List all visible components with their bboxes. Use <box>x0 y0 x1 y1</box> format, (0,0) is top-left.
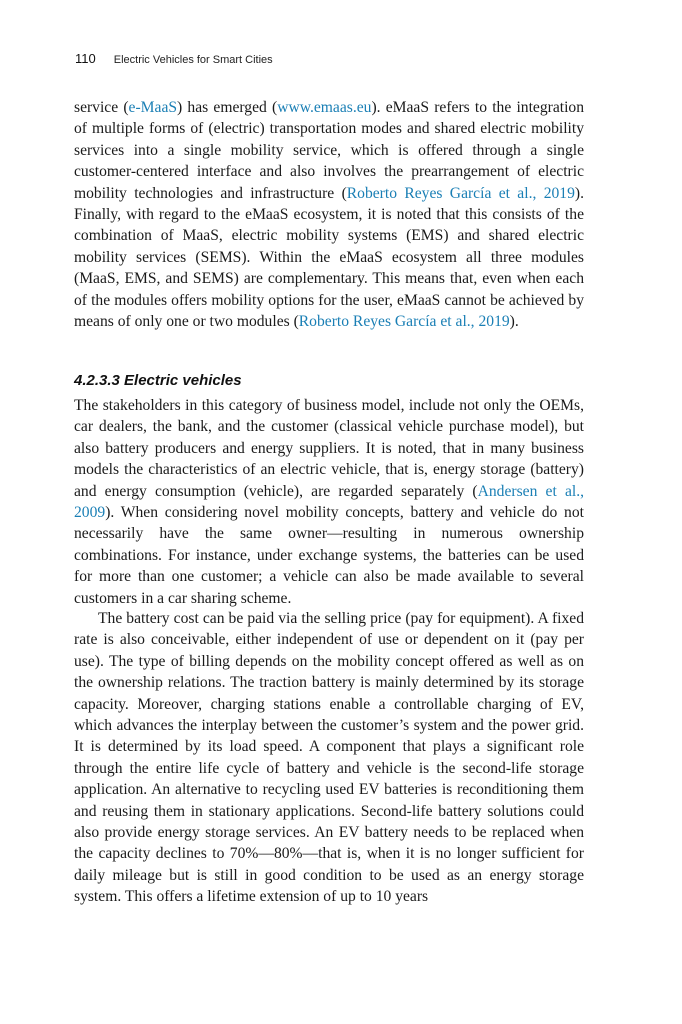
citation-link[interactable]: Roberto Reyes García et al., 2019 <box>298 313 510 331</box>
paragraph-text: The stakeholders in this category of business model, include not only the OEMs, car dealers, the bank, and the customer (classical vehicle purchase model), but also battery producers and energy suppliers. It is noted, that in many business models the characteristics of an electric vehicle, that is, energy storage (battery) and energy consumption (vehicle), are regarded separately ( <box>74 397 584 500</box>
section-heading: 4.2.3.3 Electric vehicles <box>74 372 242 389</box>
paragraph-text: ). Finally, with regard to the eMaaS ecosystem, it is noted that this consists of the combination of MaaS, electric mobility systems (EMS) and shared electric mobility services (SEMS). Within the eMaaS ecosystem all three modules (MaaS, EMS, and SEMS) are complementary. This means that, even when each of the modules offers mobility options for the user, eMaaS cannot be achieved by means of only one or two modules ( <box>74 184 584 331</box>
paragraph-stakeholders <box>74 395 584 609</box>
citation-link[interactable]: Andersen et al., 2009 <box>74 482 585 522</box>
emaas-url-link[interactable]: www.emaas.eu <box>277 99 372 116</box>
paragraph-emaas <box>74 97 584 332</box>
paragraph-text: ) has emerged ( <box>177 99 278 116</box>
page-number: 110 <box>75 51 96 66</box>
book-title: Electric Vehicles for Smart Cities <box>113 54 273 66</box>
paragraph-text: service ( <box>74 99 129 116</box>
paragraph-text: ). When considering novel mobility concepts, battery and vehicle do not necessarily have the same owner—resulting in numerous ownership combinations. For instance, under exchange systems, the batteries can be used for more than one customer; a vehicle can also be made available to several customers in a car sharing scheme. <box>74 504 584 607</box>
emaas-link[interactable]: e-MaaS <box>128 99 178 116</box>
paragraph-text: ). <box>509 313 519 331</box>
citation-link[interactable]: Roberto Reyes García et al., 2019 <box>346 184 575 202</box>
paragraph-text: ). eMaaS refers to the integration of multiple forms of (electric) transportation modes and shared electric mobility services into a single mobility service, which is offered through a single customer-centered interface and also involves the prearrangement of electric mobility technologies and infrastructure ( <box>74 99 585 202</box>
paragraph-battery-cost: The battery cost can be paid via the selling price (pay for equipment). A fixed rate is also conceivable, either independent of use or dependent on it (pay per use). The type of billing depends on the mobility concept offered as well as on the ownership relations. The traction battery is mainly determined by its storage capacity. Moreover, charging stations enable a controllable charging of EV, which advances the interplay between the customer’s system and the power grid. It is determined by its load speed. A component that plays a significant role through the entire life cycle of battery and vehicle is the second-life storage application. An alternative to recycling used EV batteries is reconditioning them and reusing them in stationary applications. Second-life battery solutions could also provide energy storage services. An EV battery needs to be replaced when the capacity declines to 70%—80%—that is, when it is no longer sufficient for daily mileage but is still in good condition to be used as an energy storage system. This offers a lifetime extension of up to 10 years <box>74 610 584 906</box>
running-head <box>75 51 273 66</box>
